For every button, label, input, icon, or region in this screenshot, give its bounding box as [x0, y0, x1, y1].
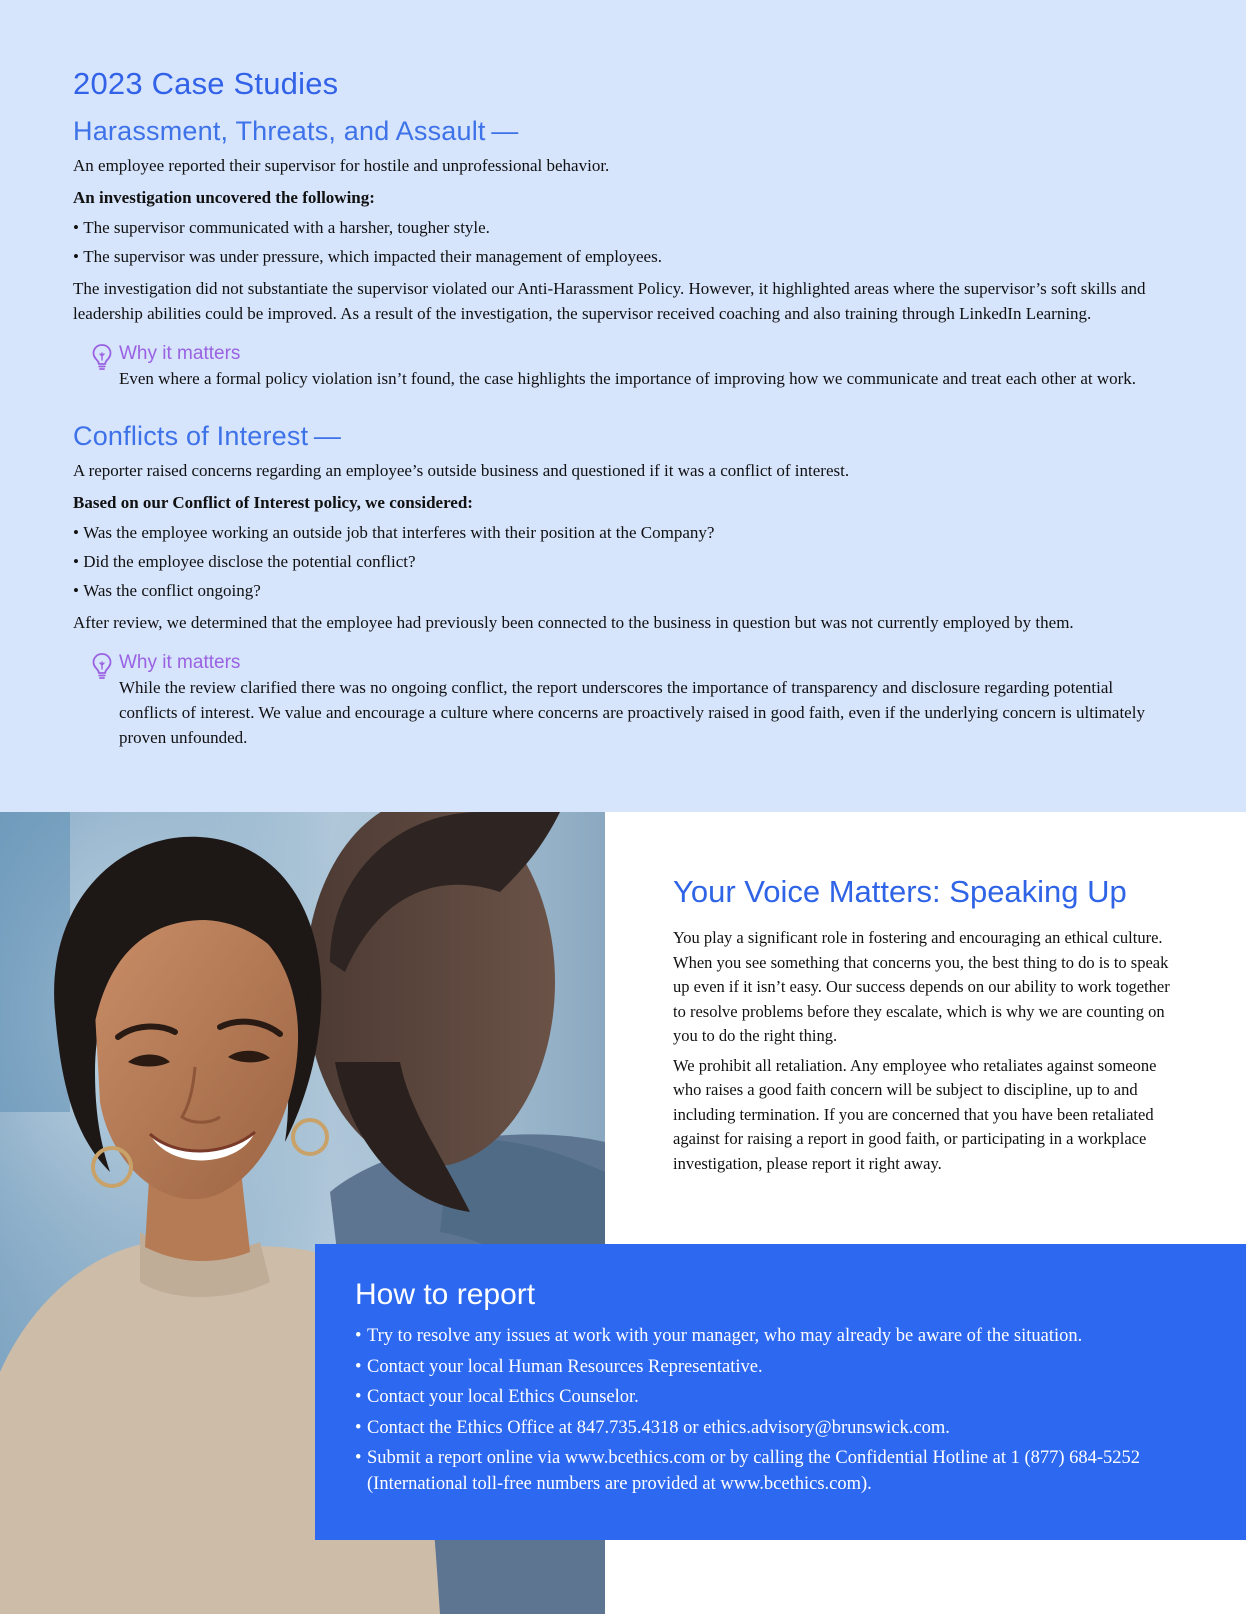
speaking-up-title: Your Voice Matters: Speaking Up — [673, 874, 1127, 909]
case-intro: An employee reported their supervisor for hostile and unprofessional behavior. — [73, 156, 610, 175]
section-title: Conflicts of Interest — — [73, 421, 342, 451]
findings-list — [73, 213, 1173, 271]
why-it-matters-text: Even where a formal policy violation isn’t found, the case highlights the importance of improving how we communicate and treat each other at work. — [119, 369, 1137, 388]
case-study-harassment — [73, 116, 1173, 391]
case-studies-content — [73, 66, 1173, 750]
case-subhead: An investigation uncovered the following: — [73, 188, 375, 207]
list-item: • Was the conflict ongoing? — [73, 576, 1173, 605]
section-title: Harassment, Threats, and Assault — — [73, 116, 519, 146]
how-to-report-title: How to report — [355, 1278, 536, 1311]
why-it-matters-title: Why it matters — [119, 343, 241, 364]
why-it-matters-box — [73, 342, 1173, 391]
case-intro: A reporter raised concerns regarding an employee’s outside business and questioned if it was a conflict of interest. — [73, 461, 850, 480]
list-item: • Contact your local Ethics Counselor. — [355, 1385, 1216, 1411]
report-options-list — [355, 1324, 1216, 1497]
page-title: 2023 Case Studies — [73, 66, 339, 101]
why-it-matters-text: While the review clarified there was no ongoing conflict, the report underscores the importance of transparency and disclosure regarding potential conflicts of interest. We value and encourage a culture where concerns are proactively raised in good faith, even if the underlying concern is ultimately proven unfounded. — [119, 678, 1145, 747]
list-item: • Did the employee disclose the potential conflict? — [73, 547, 1173, 576]
why-it-matters-box — [73, 651, 1173, 750]
case-conclusion: After review, we determined that the employee had previously been connected to the business in question but was not currently employed by them. — [73, 613, 1074, 632]
case-conclusion: The investigation did not substantiate the supervisor violated our Anti-Harassment Policy. However, it highlighted areas where the supervisor’s soft skills and leadership abilities could be improved. As a result of the investigation, the supervisor received coaching and also training through LinkedIn Learning. — [73, 279, 1146, 323]
considerations-list — [73, 518, 1173, 605]
list-item: • Was the employee working an outside job that interferes with their position at the Company? — [73, 518, 1173, 547]
why-it-matters-title: Why it matters — [119, 652, 241, 673]
lightbulb-icon — [91, 652, 113, 680]
list-item: • The supervisor was under pressure, which impacted their management of employees. — [73, 242, 1173, 271]
list-item: • Try to resolve any issues at work with your manager, who may already be aware of the situation. — [355, 1324, 1216, 1350]
case-study-conflicts — [73, 421, 1173, 750]
list-item: • The supervisor communicated with a harsher, tougher style. — [73, 213, 1173, 242]
speaking-up-section — [673, 874, 1173, 1181]
list-item: • Contact your local Human Resources Representative. — [355, 1355, 1216, 1381]
speaking-up-paragraph: You play a significant role in fostering and encouraging an ethical culture. When you see something that concerns you, the best thing to do is to speak up even if it isn’t easy. Our success depends on our ability to work together to resolve problems before they escalate, which is why we are counting on you to do the right thing. — [673, 928, 1170, 1045]
case-subhead: Based on our Conflict of Interest policy, we considered: — [73, 493, 473, 512]
retaliation-paragraph: We prohibit all retaliation. Any employee who retaliates against someone who raises a good faith concern will be subject to discipline, up to and including termination. If you are concerned that you have been retaliated against for raising a report in good faith, or participating in a workplace investigation, please report it right away. — [673, 1055, 1157, 1173]
how-to-report-box — [315, 1244, 1246, 1540]
list-item: • Submit a report online via www.bcethics.com or by calling the Confidential Hotline at 1 (877) 684-5252 (International toll-free numbers are provided at www.bcethics.com). — [355, 1446, 1216, 1497]
list-item: • Contact the Ethics Office at 847.735.4318 or ethics.advisory@brunswick.com. — [355, 1416, 1216, 1442]
lightbulb-icon — [91, 343, 113, 371]
